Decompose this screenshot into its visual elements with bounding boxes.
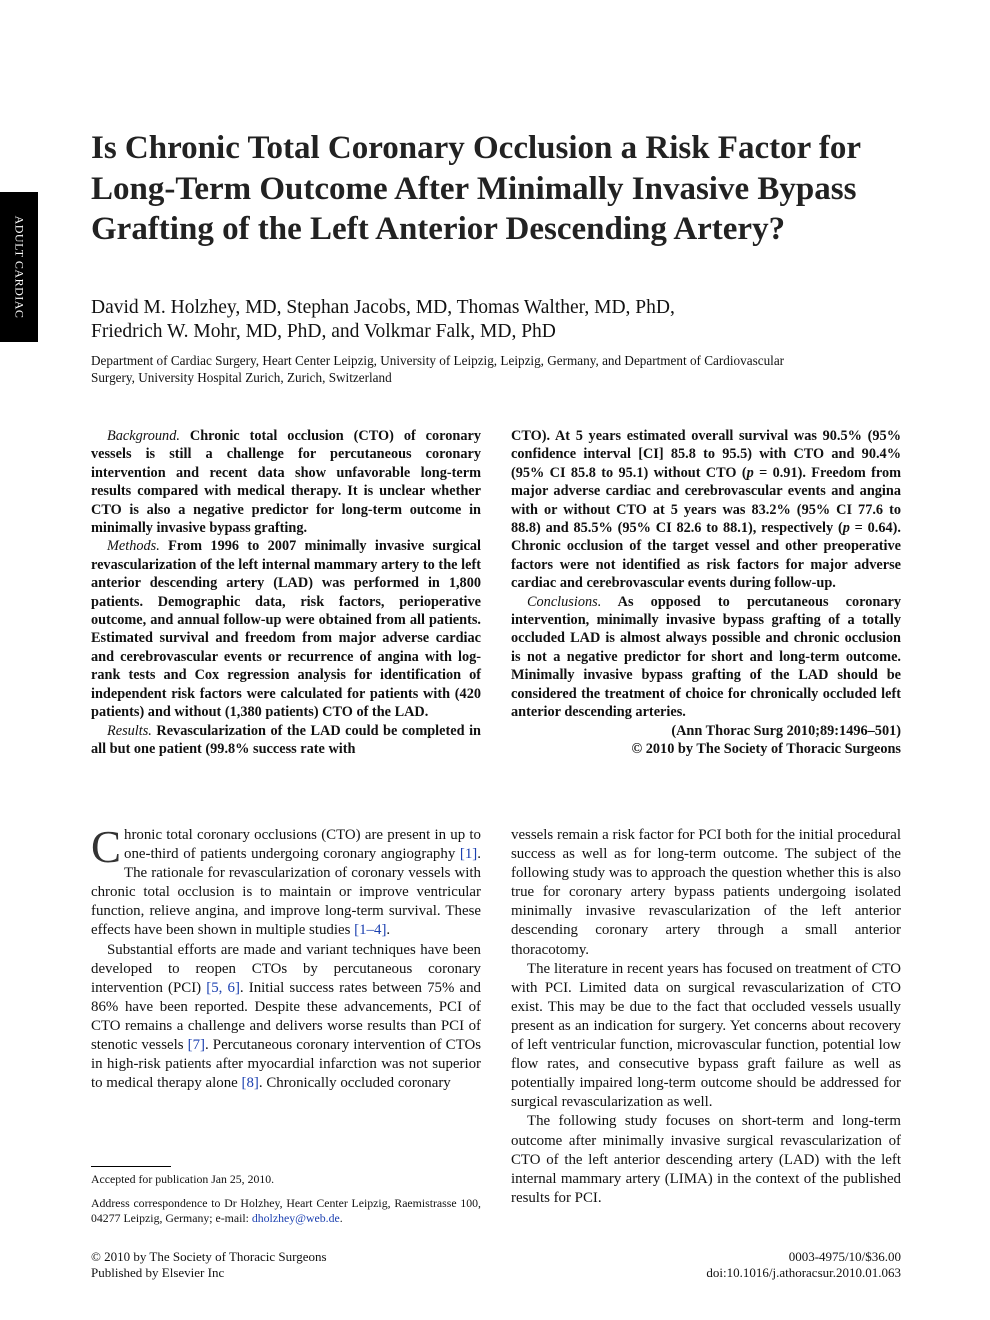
footnote-accepted: Accepted for publication Jan 25, 2010. xyxy=(91,1172,275,1186)
abstract-copyright: © 2010 by The Society of Thoracic Surgeons xyxy=(631,740,901,757)
intro-paragraph-2-continued: vessels remain a risk factor for PCI both for the initial procedural success as well as for long-term outcome. The subject of the following study was to approach the question whether this is also true for coronary artery bypass patients undergoing isolated minimally invasive revascularization of the left anterior descending coronary artery through a small anterior thoracotomy. xyxy=(511,827,901,958)
abstract-conclusions xyxy=(511,593,901,722)
footer-left xyxy=(91,1249,327,1281)
body-left-column xyxy=(91,822,481,1093)
section-tab xyxy=(0,192,38,342)
footer-issn: 0003-4975/10/$36.00 xyxy=(788,1249,901,1264)
footer-right xyxy=(706,1249,901,1281)
footnote-address: Address correspondence to Dr Holzhey, Heart Center Leipzig, Raemistrasse 100, 04277 Leipzig, Germany; e-mail: dholzhey@web.de. xyxy=(91,1196,481,1225)
author-list xyxy=(91,296,891,344)
reference-link-7[interactable]: [7] xyxy=(187,1037,205,1054)
abstract-right-column xyxy=(511,427,901,758)
methods-text: From 1996 to 2007 minimally invasive surgical revascularization of the left internal mammary artery to the left anterior descending artery (LAD) was performed in 1,800 patients. Demographic data, risk factors, perioperative outcome, and annual follow-up were obtained from all patients. Estimated survival and freedom from major adverse cardiac and cerebrovascular events or recurrence of angina with log-rank tests and Cox regression analysis for identification of independent risk factors were calculated for patients with (420 patients) and without (1,380 patients) CTO of the LAD. xyxy=(91,538,481,721)
abstract-methods xyxy=(91,537,481,721)
footer-doi[interactable]: doi:10.1016/j.athoracsur.2010.01.063 xyxy=(706,1265,901,1280)
drop-cap: C xyxy=(91,822,122,872)
intro-paragraph-1: Chronic total coronary occlusions (CTO) are present in up to one-third of patients undergoing coronary angiography [1]. The rationale for revascularization of coronary vessels with chronic total occlusion is to maintain or improve ventricular function, relieve angina, and improve long-term survival. These effects have been shown in multiple studies [1–4]. xyxy=(91,822,481,939)
email-link[interactable]: dholzhey@web.de xyxy=(251,1211,340,1225)
journal-citation: (Ann Thorac Surg 2010;89:1496–501) xyxy=(671,722,901,739)
footnote-divider xyxy=(91,1166,171,1167)
body-right-column xyxy=(511,826,901,1208)
intro-paragraph-4: The following study focuses on short-term and long-term outcome after minimally invasive surgical revascularization of CTO of the left anterior descending artery (LAD) with the left internal mammary artery (LIMA) in the context of the published results for PCI. xyxy=(511,1113,901,1206)
affiliation: Department of Cardiac Surgery, Heart Center Leipzig, University of Leipzig, Leipzig, Germany, and Department of Cardiovascular Surgery, University Hospital Zurich, Zurich, Switzerland xyxy=(91,353,785,385)
intro-paragraph-2: Substantial efforts are made and variant techniques have been developed to reopen CTOs by percutaneous coronary intervention (PCI) [5, 6]. Initial success rates between 75% and 86% have been reported. Despite these advancements, PCI of CTO remains a challenge and delivers worse results than PCI of stenotic vessels [7]. Percutaneous coronary intervention of CTOs in high-risk patients after myocardial infarction was not superior to medical therapy alone [8]. Chronically occluded coronary xyxy=(91,941,481,1092)
reference-link-1[interactable]: [1] xyxy=(459,846,478,863)
intro-paragraph-3: The literature in recent years has focused on treatment of CTO with PCI. Limited data on surgical revascularization of CTO exist. This may be due to the fact that occluded vessels usually present as an indication for surgery. Yet concerns about recovery of left ventricular function, microvascular function, potential low flow rates, and consecutive bypass graft failure as well as potentially impaired long-term outcome should be addressed for surgical revascularization as well. xyxy=(511,960,901,1111)
abstract-results xyxy=(91,722,481,759)
reference-link-5-6[interactable]: [5, 6] xyxy=(206,979,240,996)
author-line-2: Friedrich W. Mohr, MD, PhD, and Volkmar Falk, MD, PhD xyxy=(91,321,556,342)
reference-link-1-4[interactable]: [1–4] xyxy=(354,922,387,939)
abstract-background xyxy=(91,427,481,537)
reference-link-8[interactable]: [8] xyxy=(241,1075,259,1092)
conclusions-text: As opposed to percutaneous coronary intervention, minimally invasive bypass grafting of a totally occluded LAD is almost always possible and chronic occlusion is not a negative predictor for short and long-term outcome. Minimally invasive bypass grafting of the LAD should be considered the treatment of choice for chronically occluded left anterior descending arteries. xyxy=(511,593,901,721)
section-tab-label: ADULT CARDIAC xyxy=(12,215,27,319)
footer-copyright: © 2010 by The Society of Thoracic Surgeons xyxy=(91,1249,327,1264)
results-text: Revascularization of the LAD could be completed in all but one patient (99.8% success rate with xyxy=(91,722,481,757)
abstract-left-column xyxy=(91,427,481,758)
article-title: Is Chronic Total Coronary Occlusion a Risk Factor for Long-Term Outcome After Minimally Invasive Bypass Grafting of the Left Anterior Descending Artery? xyxy=(91,130,861,247)
background-text: Chronic total occlusion (CTO) of coronary vessels is still a challenge for percutaneous coronary intervention and recent data show unfavorable long-term results compared with medical therapy. It is unclear whether CTO is also a negative predictor for long-term outcome in minimally invasive bypass grafting. xyxy=(91,428,481,537)
conclusions-label: Conclusions. xyxy=(527,593,602,610)
background-label: Background. xyxy=(107,428,180,444)
author-line-1: David M. Holzhey, MD, Stephan Jacobs, MD, Thomas Walther, MD, PhD, xyxy=(91,297,675,318)
abstract-results-continued: CTO). At 5 years estimated overall survival was 90.5% (95% confidence interval [CI] 85.8 to 95.5) with CTO and 90.4% (95% CI 85.8 to 95.1) without CTO (p = 0.91). Freedom from major adverse cardiac and cerebrovascular events and angina with or without CTO at 5 years was 83.2% (95% CI 77.6 to 88.8) and 85.5% (95% CI 82.6 to 88.1), respectively (p = 0.64). Chronic occlusion of the target vessel and other preoperative factors were not identified as risk factors for major adverse cardiac and cerebrovascular events during follow-up. xyxy=(511,428,902,592)
results-label: Results. xyxy=(107,722,152,739)
footer-publisher: Published by Elsevier Inc xyxy=(91,1265,225,1280)
methods-label: Methods. xyxy=(107,538,160,555)
